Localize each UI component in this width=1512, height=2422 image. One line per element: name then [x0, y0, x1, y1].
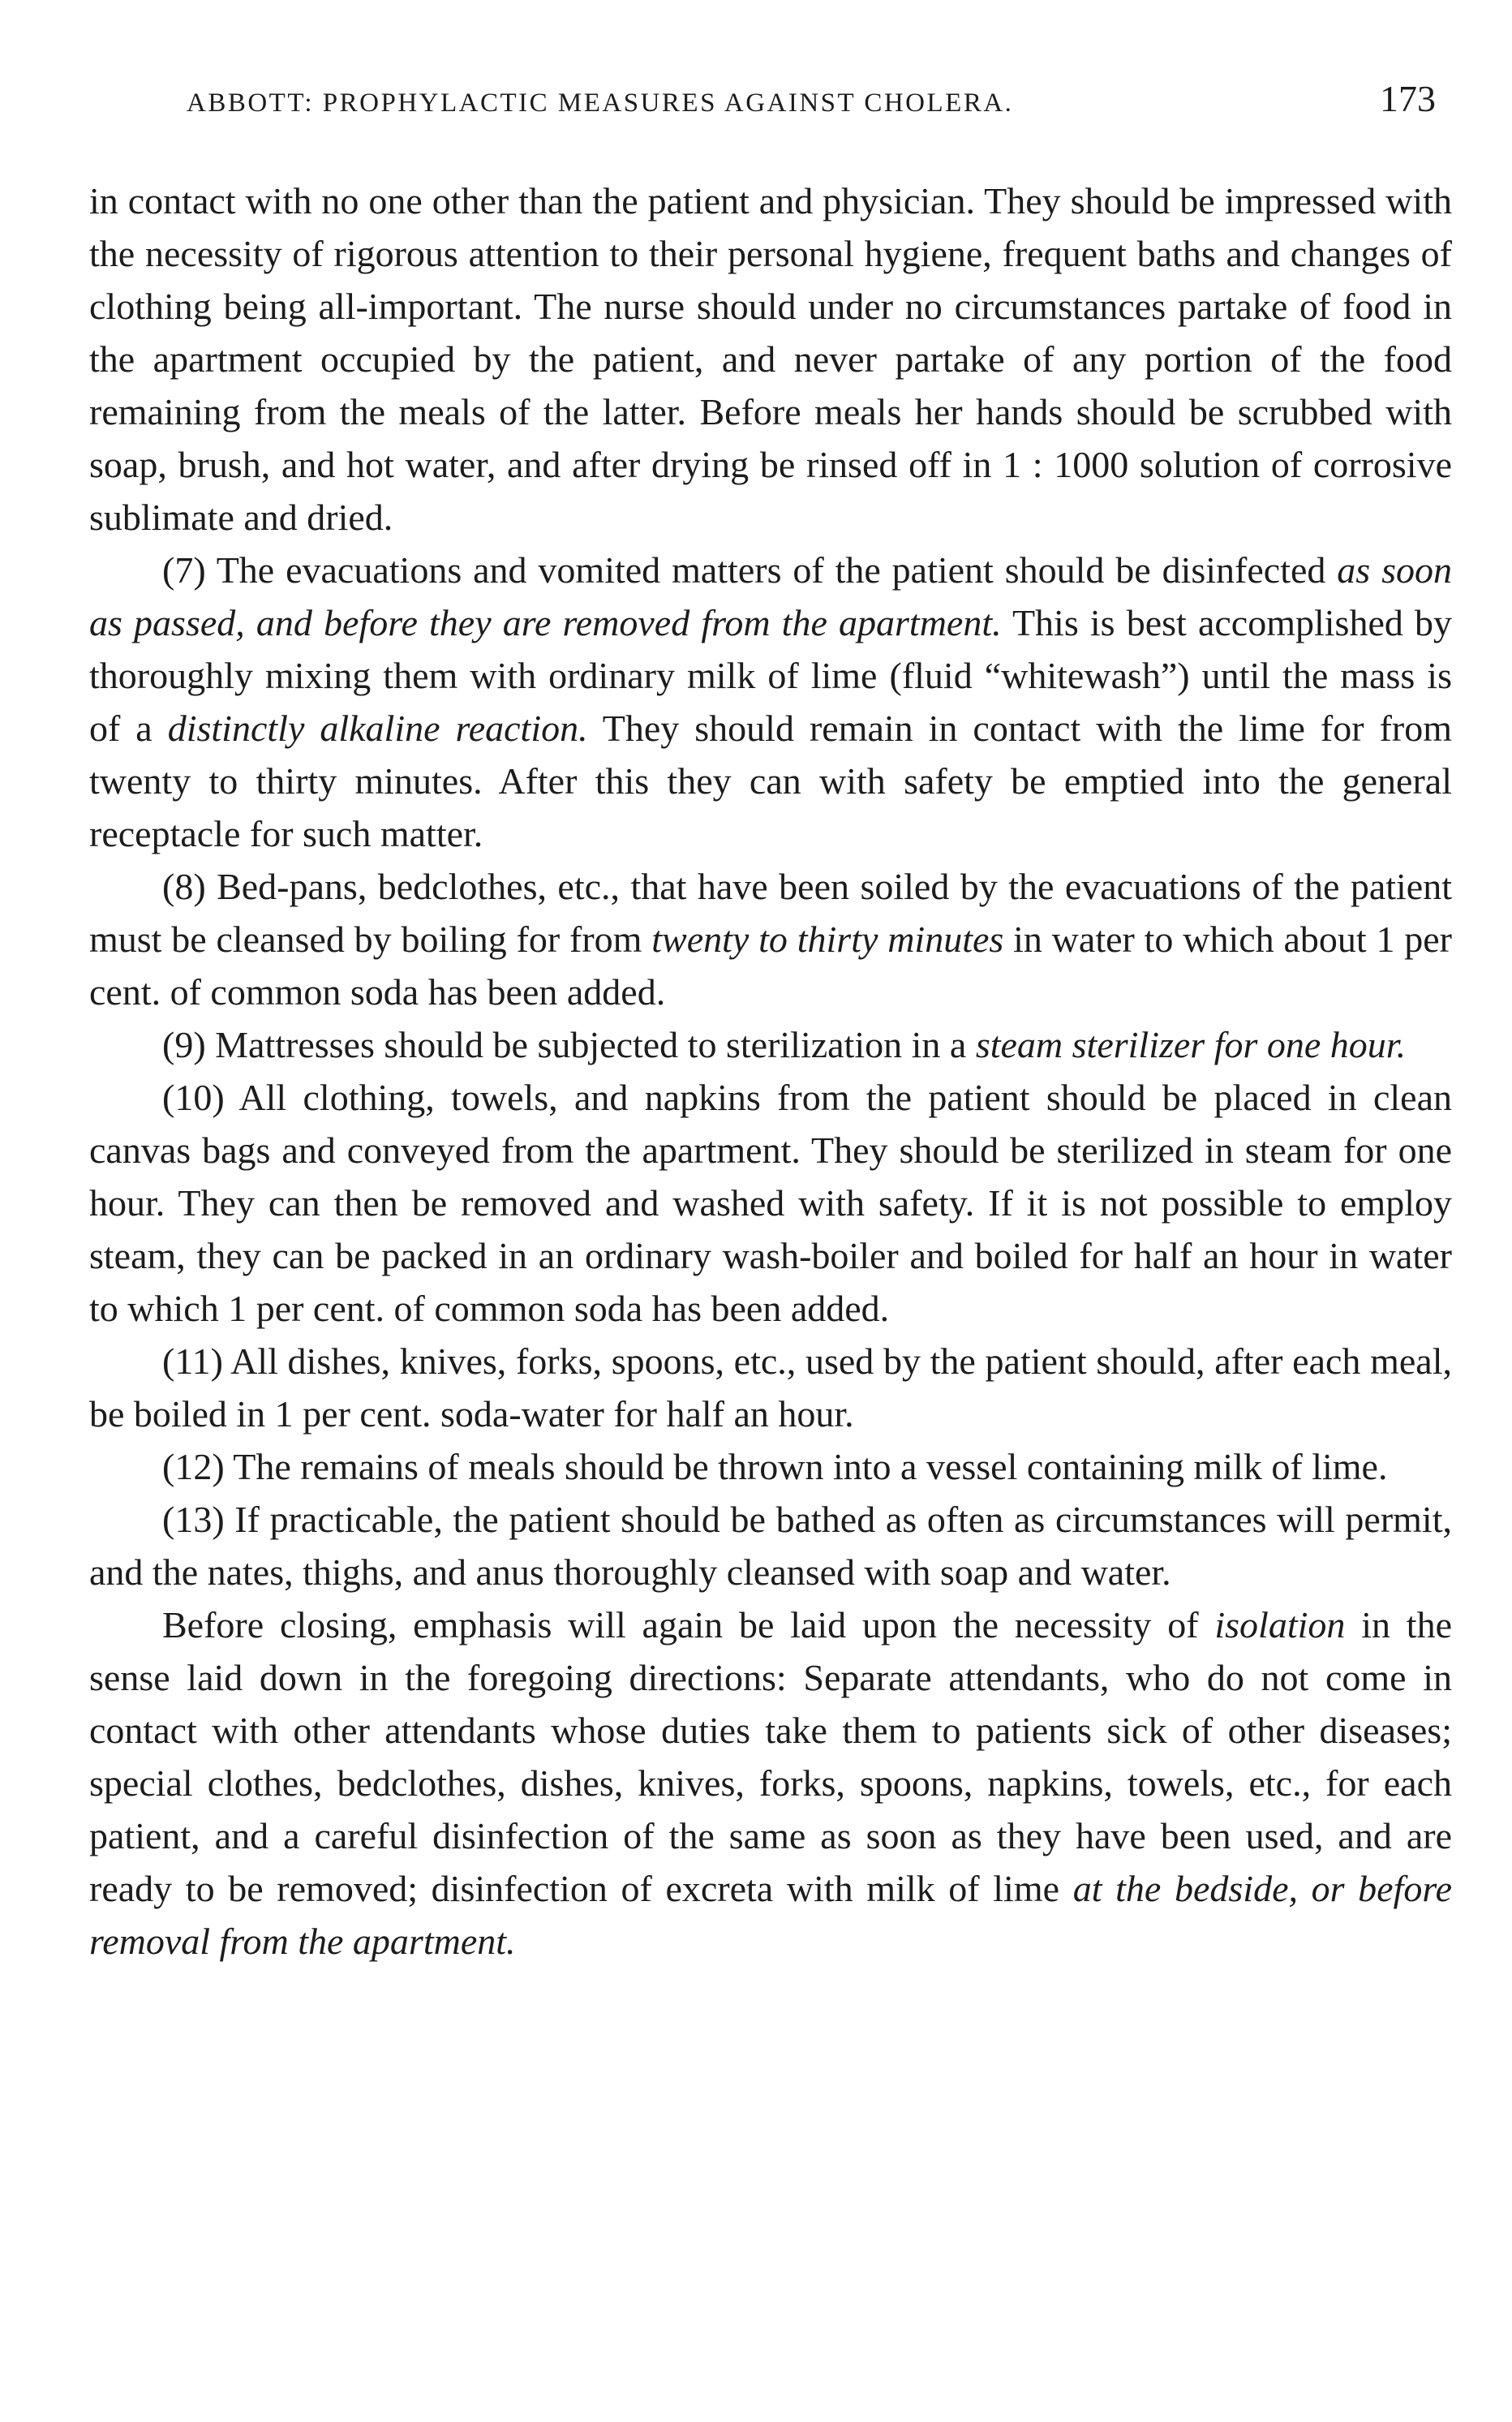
italic-run: distinctly alkaline reaction.: [167, 708, 588, 749]
text-run: in contact with no one other than the patient and physician. They should be impressed with the necessity of rigorous attention to their personal hygiene, frequent baths and changes of clothing being all-important. The nurse should under no circumstances partake of food in the apartment occupied by the patient, and never partake of any portion of the food remaining from the meals of the latter. Before meals her hands should be scrubbed with soap, brush, and hot water, and after drying be rinsed off in 1 : 1000 solution of corrosive sublimate and dried.: [89, 180, 1452, 538]
paragraph-item-8: [89, 860, 1452, 1018]
paragraph-item-7: [89, 544, 1452, 860]
paragraph-item-11: [89, 1335, 1452, 1440]
text-run: (7) The evacuations and vomited matters of the patient should be disinfected: [162, 549, 1338, 591]
italic-run: at the bedside, or before removal from the apartment.: [89, 1868, 1452, 1962]
text-run: Before closing, emphasis will again be laid upon the necessity of: [162, 1604, 1215, 1645]
running-title: ABBOTT: PROPHYLACTIC MEASURES AGAINST CHOLERA.: [187, 88, 1014, 118]
italic-run: steam sterilizer for one hour.: [975, 1024, 1407, 1065]
book-page: [89, 77, 1452, 1968]
text-run: (10) All clothing, towels, and napkins from the patient should be placed in clean canvas bags and conveyed from the apartment. They should be sterilized in steam for one hour. They can then be removed and washed with safety. If it is not possible to employ steam, they can be packed in an ordinary wash-boiler and boiled for half an hour in water to which 1 per cent. of common soda has been added.: [89, 1077, 1452, 1329]
paragraph-item-13: [89, 1493, 1452, 1598]
italic-run: as soon as passed, and before they are removed from the apartment.: [89, 549, 1452, 643]
paragraph-item-9: [89, 1018, 1452, 1071]
running-head: [89, 77, 1452, 142]
text-run: This is best accomplished by thoroughly mixing them with ordinary milk of lime (fluid “whitewash”) until the mass is of a: [89, 602, 1453, 749]
body-text: [89, 174, 1452, 1968]
text-run: (11) All dishes, knives, forks, spoons, etc., used by the patient should, after each meal, be boiled in 1 per cent. soda-water for half an hour.: [89, 1340, 1452, 1435]
paragraph-closing: [89, 1598, 1452, 1968]
text-run: (13) If practicable, the patient should be bathed as often as circumstances will permit, and the nates, thighs, and anus thoroughly cleansed with soap and water.: [89, 1499, 1452, 1593]
page-number: 173: [1380, 78, 1436, 119]
italic-run: twenty to thirty minutes: [651, 918, 1004, 960]
text-run: (9) Mattresses should be subjected to sterilization in a: [162, 1024, 976, 1065]
paragraph-continuation: [89, 174, 1452, 544]
paragraph-item-12: [89, 1440, 1452, 1493]
italic-run: isolation: [1214, 1604, 1346, 1645]
text-run: (12) The remains of meals should be thrown into a vessel containing milk of lime.: [162, 1446, 1388, 1487]
text-run: in water to which about 1 per cent. of common soda has been added.: [89, 918, 1452, 1013]
paragraph-item-10: [89, 1071, 1452, 1335]
text-run: in the sense laid down in the foregoing directions: Separate attendants, who do not come in contact with other attendants whose duties take them to patients sick of other diseases; special clothes, bedclothes, dishes, knives, forks, spoons, napkins, towels, etc., for each patient, and a careful disinfection of the same as soon as they have been used, and are ready to be removed; disinfection of excreta with milk of lime: [89, 1604, 1452, 1909]
text-run: (8) Bed-pans, bedclothes, etc., that have been soiled by the evacuations of the patient must be cleansed by boiling for from: [89, 866, 1452, 960]
text-run: They should remain in contact with the lime for from twenty to thirty minutes. After this they can with safety be emptied into the general receptacle for such matter.: [89, 708, 1452, 854]
